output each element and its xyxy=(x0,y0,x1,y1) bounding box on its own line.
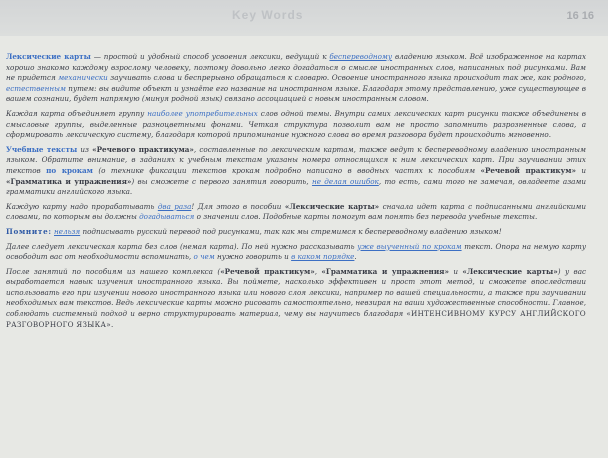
text: . xyxy=(354,252,357,262)
page-top-band xyxy=(0,0,608,36)
book-title: «Лексические карты» xyxy=(462,266,558,276)
book-title: «Грамматика и упражнения» xyxy=(6,176,132,186)
text: — простой и удобный способ усвоения лексики, ведущий к xyxy=(90,52,330,61)
paragraph-study-texts xyxy=(6,145,586,198)
book-title: «Речевой практикум» xyxy=(480,165,576,175)
highlight-word: догадываться xyxy=(139,212,195,222)
text: Каждую карту надо прорабатывать xyxy=(6,201,158,211)
highlight-link[interactable]: не делая ошибок xyxy=(311,176,379,186)
term-by-steps: по крокам xyxy=(46,165,93,175)
term-study-texts: Учебные тексты xyxy=(6,144,78,154)
paragraph-card-groups xyxy=(6,109,586,141)
page-number-mark: 16 16 xyxy=(566,10,594,22)
paragraph-silent-card xyxy=(6,242,586,263)
text: путем: вы видите объект и узнаёте его название на иностранном языке. Благодаря этому представлению, уже существующее в вашем сознании, будет напрямую (минуя родной язык) связано ассоциацией с новым иностранным словом. xyxy=(6,83,586,104)
highlight-word: о чем xyxy=(193,252,215,262)
highlight-link[interactable]: в каком порядке xyxy=(291,252,355,262)
faded-header-title: Key Words xyxy=(232,8,304,22)
paragraph-two-passes xyxy=(6,202,586,223)
text: ) у вас выработается навык изучения иностранного языка. Вы поймете, насколько эффективен и прост этот метод, и сможете впоследствии использовать его при изучении нового иностранного языка или нового слоя лексики, например по вашей специальности, а также при заучивании необходимых вам текстов. Ведь лексические карты можно рисовать самостоятельно, невзирая на ваши художественные способности. Главное, соблюдать системный подход и верно структурировать материал, чему вы научитесь благодаря xyxy=(6,266,587,319)
book-title: «Лексические карты» xyxy=(284,201,380,211)
text: , составленные по лексическим картам, также ведут к беспереводному владению иностранным языком. Обратите внимание, в заданиях к учебным текстам указаны номера относящихся к ним лексических карт. При заучивании этих текстов xyxy=(6,144,586,175)
text: подписывать русский перевод под рисунками, так как мы стремимся к беспереводному владению языком! xyxy=(80,226,502,236)
text: ) вы сможете с первого занятия говорить, xyxy=(131,176,312,186)
paragraph-lexical-cards xyxy=(6,52,586,105)
text: слов одной темы. Внутри самих лексических карт рисунки также объединены в смысловые группы, выделенные разноцветными фонами. Четкая структура позволит вам не просто запомнить разрозненные слова, а сформировать лексическую систему, благодаря которой припоминание нужного слова во время разговора будет происходить мгновенно. xyxy=(6,108,586,140)
book-title: «Речевого практикума» xyxy=(92,144,194,154)
highlight-link[interactable]: уже выученный по крокам xyxy=(357,241,462,251)
text: нужно говорить и xyxy=(214,252,292,262)
text: сначала идет карта с подписанными английскими словами, по которым вы должны xyxy=(6,201,586,222)
text: (о технике фиксации текстов крокам подробно написано в вводных частях к пособиям xyxy=(92,165,481,175)
text: и xyxy=(448,266,463,276)
text: из xyxy=(77,144,93,154)
highlight-link[interactable]: два раза xyxy=(157,201,192,211)
book-title: «Речевой практикум» xyxy=(220,266,315,276)
course-title: «ИНТЕНСИВНОМУ КУРСУ АНГЛИЙСКОГО РАЗГОВОРНОГО ЯЗЫКА» xyxy=(6,309,586,329)
book-title: «Грамматика и упражнения» xyxy=(321,266,449,276)
text: , то есть, сами того не замечая, овладеете азами грамматики английского языка. xyxy=(6,176,587,197)
text: . xyxy=(110,319,114,329)
text: и xyxy=(575,165,587,175)
text: о значении слов. Подобные карты помогут вам понять без перевода учебные тексты. xyxy=(194,212,538,222)
highlight-link[interactable]: нельзя xyxy=(54,226,81,236)
term-lexical-cards: Лексические карты xyxy=(6,52,91,61)
highlight-word: естественным xyxy=(6,83,66,93)
text: После занятий по пособиям из нашего комплекса ( xyxy=(6,266,221,276)
text: Каждая карта объединяет группу xyxy=(6,108,148,118)
paragraph-conclusion xyxy=(6,267,586,331)
highlight-link[interactable]: беспереводному xyxy=(329,52,393,61)
highlight-word: механически xyxy=(58,73,108,83)
text: текст. Опора на немую карту освободит вас от необходимости вспоминать, xyxy=(6,241,587,262)
article-body xyxy=(6,52,586,334)
text: ! Для этого в пособии xyxy=(191,201,285,211)
text: заучивать слова и беспрерывно обращаться к словарю. Освоение иностранного языка происходит так же, как родного, xyxy=(107,73,586,83)
text: владению языком. Всё изображенное на картах хорошо знакомо каждому взрослому человеку, поэтому довольно легко догадаться о смысле иностранных слов, написанных под рисунками. Вам не придется xyxy=(6,52,587,83)
paragraph-remember-note xyxy=(6,227,586,238)
highlight-word: наиболее употребительных xyxy=(147,108,258,118)
remember-label: Помните: xyxy=(6,226,52,236)
text: Далее следует лексическая карта без слов (немая карта). По ней нужно рассказывать xyxy=(6,241,358,251)
text: , xyxy=(314,266,322,276)
